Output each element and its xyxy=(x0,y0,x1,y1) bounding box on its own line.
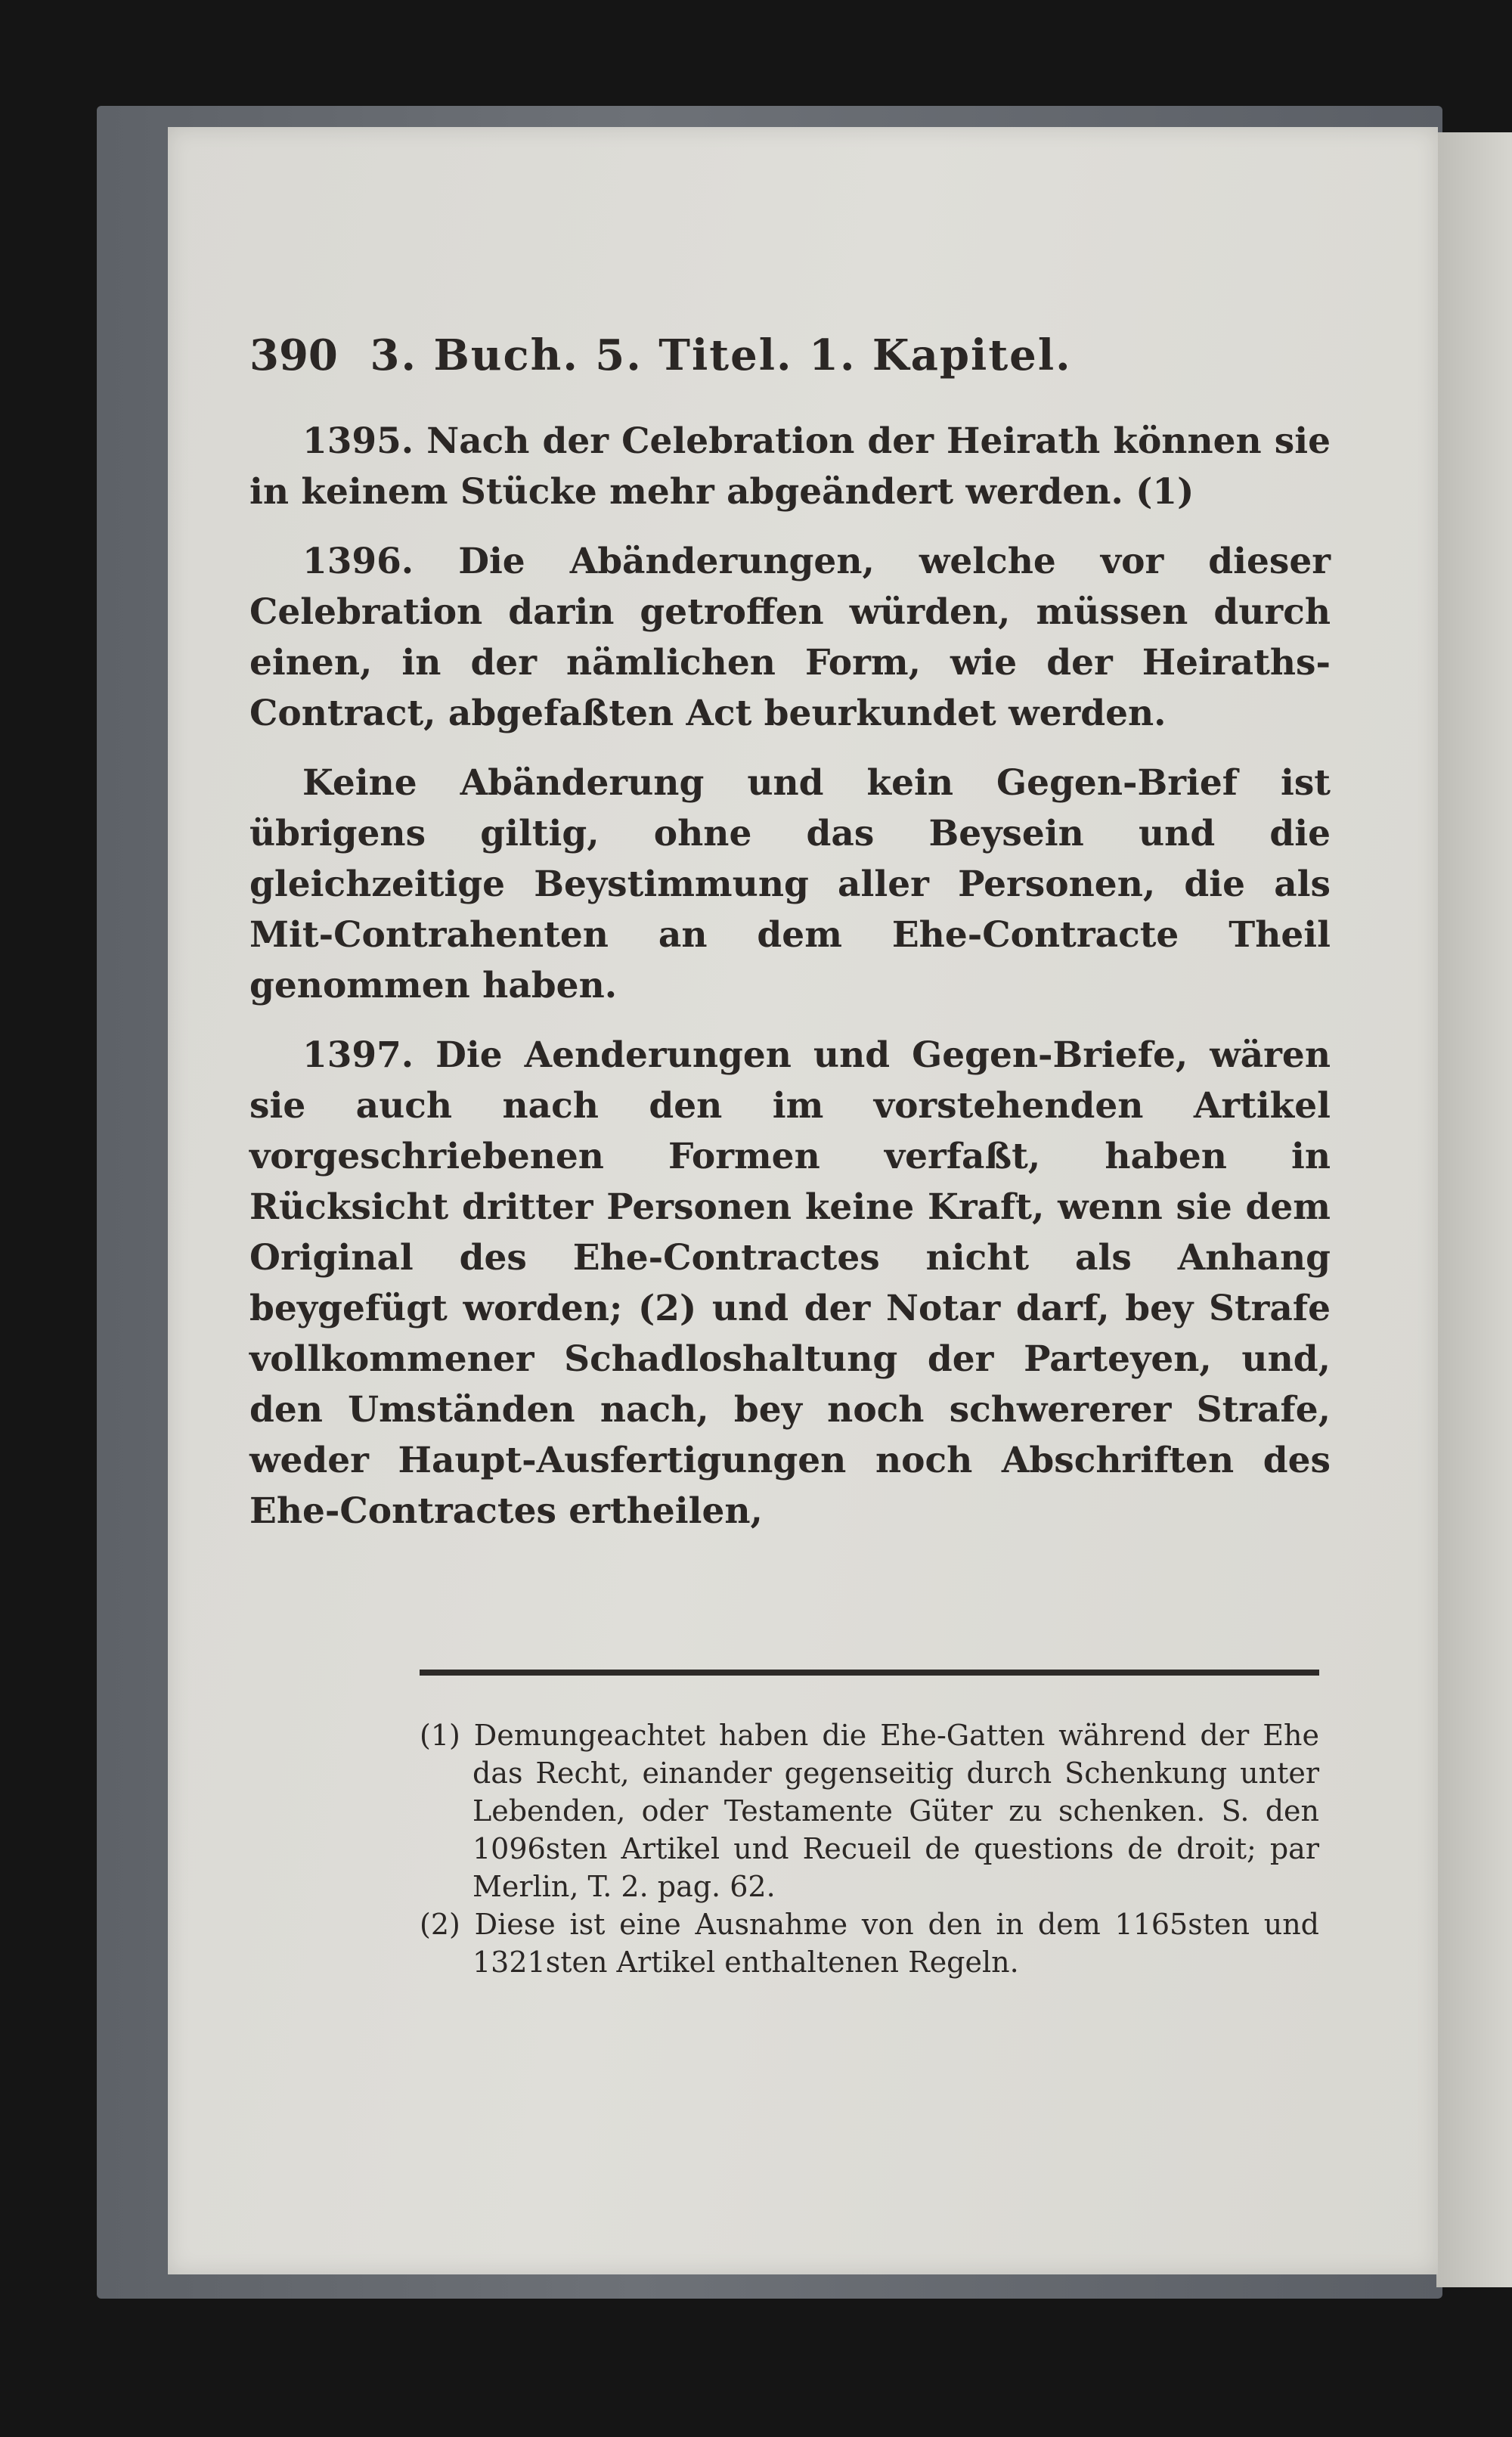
running-title: 3. Buch. 5. Titel. 1. Kapitel. xyxy=(370,330,1072,380)
footnote-2: (2) Diese ist eine Ausnahme von den in dem 1165sten und 1321sten Artikel enthaltenen Regeln. xyxy=(420,1908,1319,1979)
paragraph-1395: 1395. Nach der Celebration der Heirath können sie in keinem Stücke mehr abgeändert werden. (1) xyxy=(249,420,1331,513)
facing-page-edge xyxy=(1436,132,1512,2287)
paragraph-1396-continued: Keine Abänderung und kein Gegen-Brief ist übrigens giltig, ohne das Beysein und die gleichzeitige Beystimmung aller Personen, die als Mit-Contrahenten an dem Ehe-Contracte Theil genommen haben. xyxy=(249,762,1331,1006)
page-text-block xyxy=(249,325,1331,1555)
paragraph-1397: 1397. Die Aenderungen und Gegen-Briefe, wären sie auch nach den im vorstehenden Artikel vorgeschriebenen Formen verfaßt, haben in Rücksicht dritter Personen keine Kraft, wenn sie dem Original des Ehe-Contractes nicht als Anhang beygefügt worden; (2) und der Notar darf, bey Strafe vollkommener Schadloshaltung der Parteyen, und, den Umständen nach, bey noch schwererer Strafe, weder Haupt-Ausfertigungen noch Abschriften des Ehe-Contractes ertheilen, xyxy=(249,1034,1331,1532)
footnote-rule xyxy=(420,1670,1319,1676)
footnotes xyxy=(420,1716,1319,1981)
body-text xyxy=(249,416,1331,1536)
running-head xyxy=(249,325,1331,386)
page-number: 390 xyxy=(249,330,338,380)
paragraph-1396: 1396. Die Abänderungen, welche vor dieser Celebration darin getroffen würden, müssen durch einen, in der nämlichen Form, wie der Heiraths-Contract, abgefaßten Act beurkundet werden. xyxy=(249,541,1331,734)
footnote-1: (1) Demungeachtet haben die Ehe-Gatten während der Ehe das Recht, einander gegenseitig durch Schenkung unter Lebenden, oder Testamente Güter zu schenken. S. den 1096sten Artikel und Recueil de questions de droit; par Merlin, T. 2. pag. 62. xyxy=(420,1719,1319,1903)
